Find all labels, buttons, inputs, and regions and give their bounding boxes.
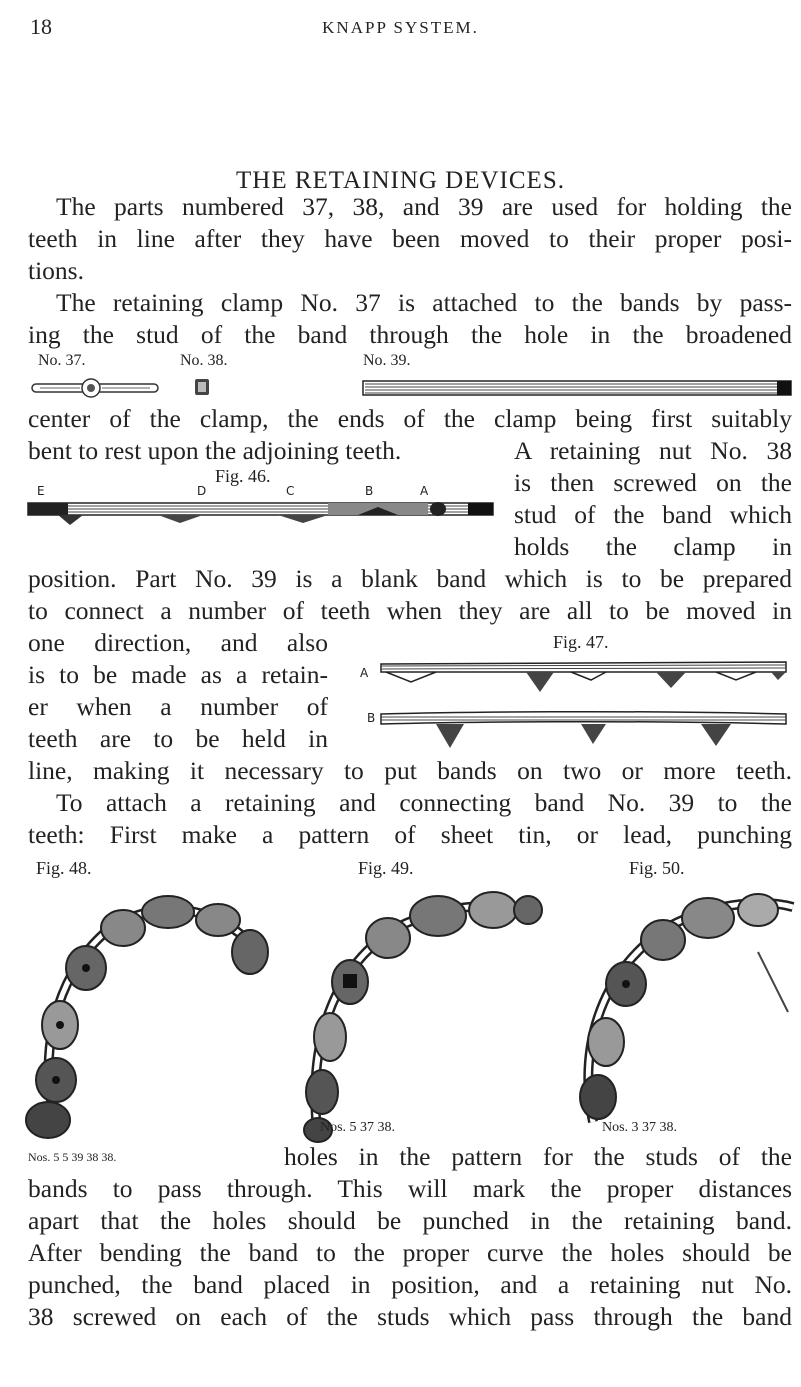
fig47-illustration <box>376 658 791 754</box>
text-line: center of the clamp, the ends of the clamp being first suitably <box>28 404 792 433</box>
text-line: ing the stud of the band through the hole in the broadened <box>28 320 792 349</box>
text-line: holds the clamp in <box>514 532 792 561</box>
fig48-subcaption: Nos. 5 5 39 38 38. <box>28 1150 117 1164</box>
fig46-letter-c: C <box>286 484 295 498</box>
part-label-37: No. 37. <box>38 352 86 369</box>
fig46-letter-a: A <box>420 484 429 498</box>
fig46-letter-d: D <box>197 484 207 498</box>
part-label-38: No. 38. <box>180 352 228 369</box>
text-line: The parts numbered 37, 38, and 39 are used for holding the <box>56 192 792 221</box>
text-line: The retaining clamp No. 37 is attached to the bands by pass- <box>56 288 792 317</box>
fig48-caption: Fig. 48. <box>36 858 92 878</box>
fig49-illustration <box>288 892 548 1142</box>
part-label-39: No. 39. <box>363 352 411 369</box>
fig50-illustration <box>558 892 798 1132</box>
fig48-illustration <box>28 890 278 1140</box>
text-line: position. Part No. 39 is a blank band which is to be prepared <box>28 564 792 593</box>
page-number: 18 <box>30 14 52 39</box>
text-line: er when a number of <box>28 692 328 721</box>
fig46-letter-b: B <box>365 484 374 498</box>
fig47-letter-b: B <box>367 711 376 725</box>
fig49-subcaption: Nos. 5 37 38. <box>320 1120 396 1135</box>
fig50-subcaption: Nos. 3 37 38. <box>602 1120 678 1135</box>
text-line: one direction, and also <box>28 628 328 657</box>
fig47-caption: Fig. 47. <box>553 632 609 652</box>
text-line: A retaining nut No. 38 <box>514 436 792 465</box>
text-line: teeth in line after they have been moved to their proper posi- <box>28 224 792 253</box>
part-38-nut-illustration <box>193 377 211 397</box>
text-line: After bending the band to the proper curve the holes should be <box>28 1238 792 1267</box>
text-line: To attach a retaining and connecting band No. 39 to the <box>56 788 792 817</box>
text-line: to connect a number of teeth when they are all to be moved in <box>28 596 792 625</box>
text-line: holes in the pattern for the studs of the <box>284 1142 792 1171</box>
text-line: tions. <box>28 256 84 285</box>
running-title: KNAPP SYSTEM. <box>322 18 479 37</box>
fig46-illustration <box>28 497 493 527</box>
fig49-caption: Fig. 49. <box>358 858 414 878</box>
text-line: is to be made as a retain- <box>28 660 328 689</box>
text-line: apart that the holes should be punched in the retaining band. <box>28 1206 792 1235</box>
text-line: bands to pass through. This will mark the proper distances <box>28 1174 792 1203</box>
fig46-caption: Fig. 46. <box>215 466 271 486</box>
text-line: teeth are to be held in <box>28 724 328 753</box>
fig47-letter-a: A <box>360 666 369 680</box>
text-line: 38 screwed on each of the studs which pass through the band <box>28 1302 792 1331</box>
fig50-caption: Fig. 50. <box>629 858 685 878</box>
text-line: punched, the band placed in position, and a retaining nut No. <box>28 1270 792 1299</box>
part-39-band-illustration <box>363 380 791 396</box>
fig46-letter-e: E <box>37 484 45 498</box>
text-line: teeth: First make a pattern of sheet tin, or lead, punching <box>28 820 792 849</box>
text-line: line, making it necessary to put bands on two or more teeth. <box>28 756 792 785</box>
text-line: is then screwed on the <box>514 468 792 497</box>
section-title: THE RETAINING DEVICES. <box>236 167 565 194</box>
part-37-clamp-illustration <box>30 376 160 400</box>
text-line: stud of the band which <box>514 500 792 529</box>
text-line: bent to rest upon the adjoining teeth. <box>28 436 402 465</box>
